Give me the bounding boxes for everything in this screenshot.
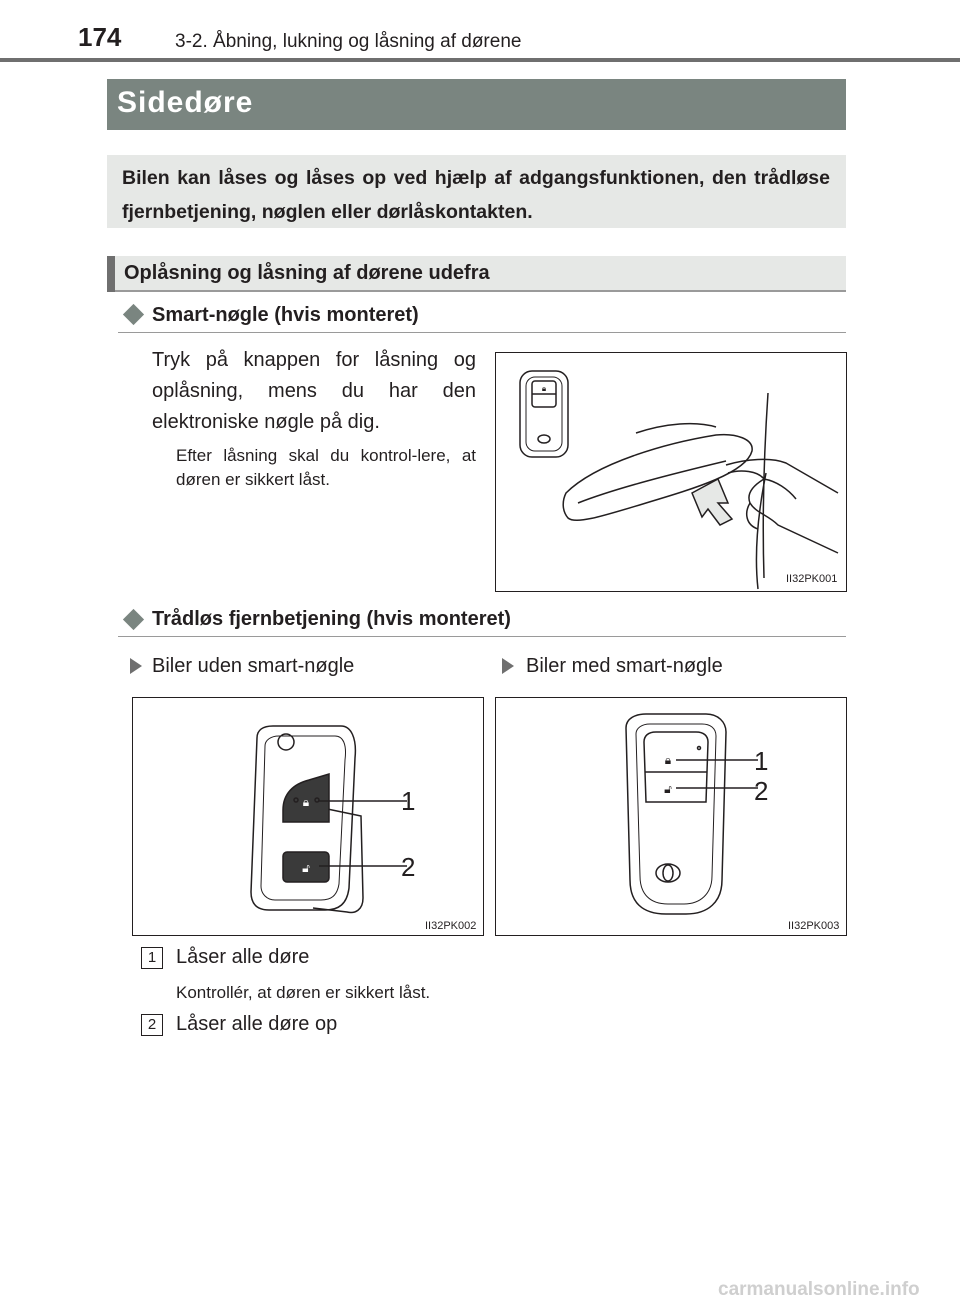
figure-code: II32PK001 xyxy=(786,573,838,585)
remote-heading: Trådløs fjernbetjening (hvis monteret) xyxy=(152,608,511,630)
door-handle-illustration xyxy=(496,353,846,591)
item-number-2: 2 xyxy=(141,1014,163,1036)
smart-fob-illustration xyxy=(496,698,846,935)
smart-key-figure xyxy=(495,352,847,592)
right-column-label: Biler med smart-nøgle xyxy=(526,655,723,677)
flip-key-illustration xyxy=(133,698,483,935)
svg-text:🔓︎: 🔓︎ xyxy=(664,782,672,796)
callout-2: 2 xyxy=(401,852,416,882)
header-rule xyxy=(0,58,960,62)
item-text-1: Låser alle døre xyxy=(176,946,310,968)
triangle-bullet-icon xyxy=(502,658,514,674)
figure-code: II32PK002 xyxy=(425,920,477,932)
smart-key-body: Tryk på knappen for låsning og oplåsning, mens du har den elektroniske nøgle på dig. xyxy=(152,349,476,433)
callout-2: 2 xyxy=(754,776,769,806)
svg-text:🔓︎: 🔓︎ xyxy=(302,861,310,875)
svg-text:🔒︎: 🔒︎ xyxy=(302,795,310,809)
chapter-title: 3-2. Åbning, lukning og låsning af dørene xyxy=(175,31,522,52)
smart-key-note: Efter låsning skal du kontrol-lere, at døren er sikkert låst. xyxy=(176,446,476,489)
svg-text:🔒︎: 🔒︎ xyxy=(664,753,672,767)
item-number-1: 1 xyxy=(141,947,163,969)
left-column-label: Biler uden smart-nøgle xyxy=(152,655,355,677)
diamond-bullet-icon xyxy=(123,304,144,325)
page-number: 174 xyxy=(78,22,122,52)
triangle-bullet-icon xyxy=(130,658,142,674)
callout-1: 1 xyxy=(754,746,769,776)
callout-1: 1 xyxy=(401,786,416,816)
svg-text:🔒︎: 🔒︎ xyxy=(541,384,547,393)
heading-rule xyxy=(118,332,846,333)
intro-text: Bilen kan låses og låses op ved hjælp af adgangsfunktionen, den trådløse fjernbetjening, nøglen eller dørlåskontakten. xyxy=(122,167,830,223)
heading-rule xyxy=(118,636,846,637)
subsection-bar xyxy=(107,256,115,292)
watermark: carmanualsonline.info xyxy=(718,1279,920,1300)
smart-key-heading: Smart-nøgle (hvis monteret) xyxy=(152,304,419,326)
subsection-title: Oplåsning og låsning af dørene udefra xyxy=(124,262,490,284)
item-text-2: Låser alle døre op xyxy=(176,1013,338,1035)
flip-key-figure xyxy=(132,697,484,936)
item-note-1: Kontrollér, at døren er sikkert låst. xyxy=(176,983,431,1002)
section-title: Sidedøre xyxy=(117,86,254,119)
smart-fob-figure xyxy=(495,697,847,936)
diamond-bullet-icon xyxy=(123,609,144,630)
figure-code: II32PK003 xyxy=(788,920,840,932)
